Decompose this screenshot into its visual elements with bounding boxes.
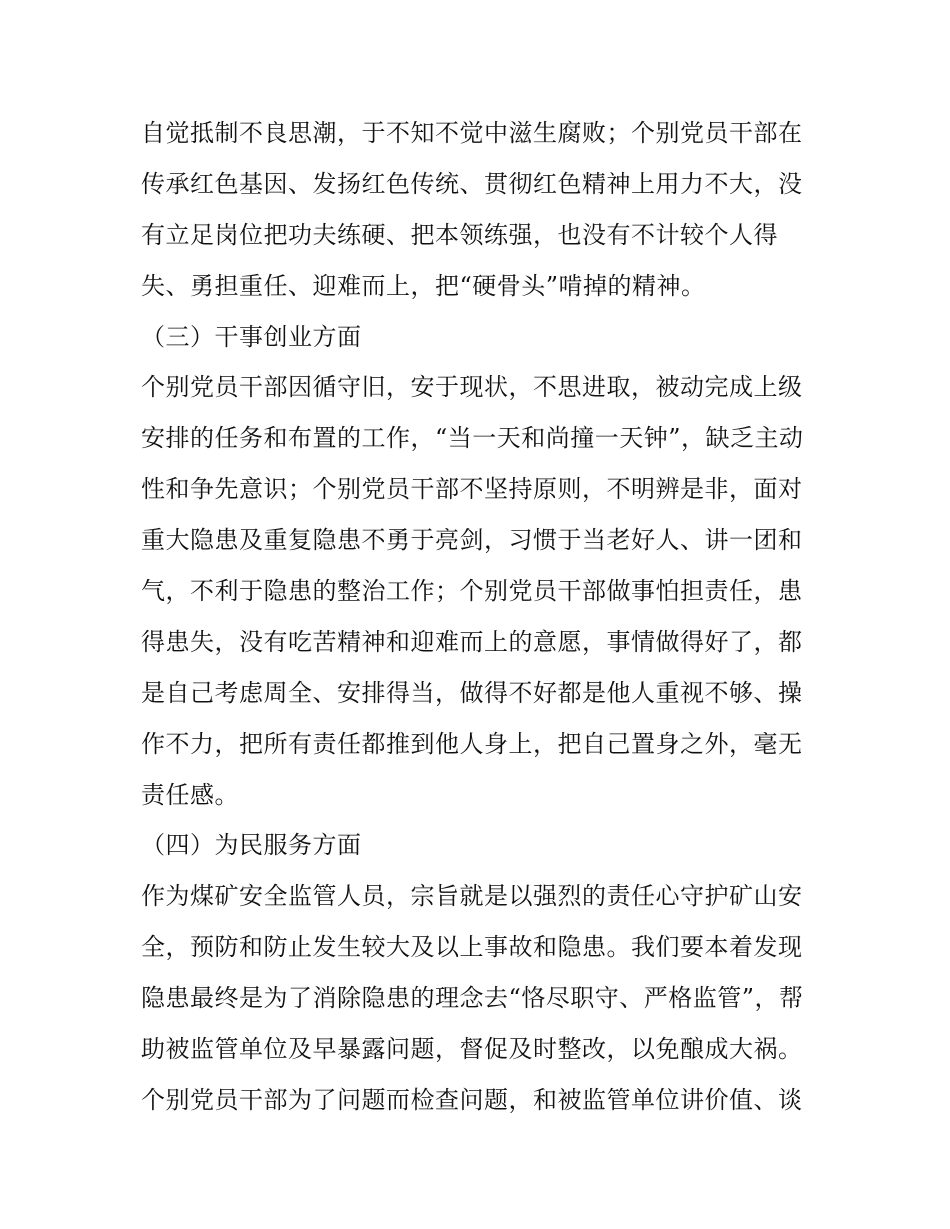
paragraph-line: 得患失，没有吃苦精神和迎难而上的意愿，事情做得好了，都 — [141, 627, 803, 656]
paragraph-line: 全，预防和防止发生较大及以上事故和隐患。我们要本着发现 — [141, 933, 803, 962]
paragraph-line: 个别党员干部因循守旧，安于现状，不思进取，被动完成上级 — [141, 373, 803, 402]
paragraph-line: 失、勇担重任、迎难而上，把“硬骨头”啃掉的精神。 — [141, 271, 706, 300]
paragraph-line: 作为煤矿安全监管人员，宗旨就是以强烈的责任心守护矿山安 — [141, 882, 803, 911]
paragraph-line: 自觉抵制不良思潮，于不知不觉中滋生腐败；个别党员干部在 — [141, 119, 803, 147]
paragraph-line: 隐患最终是为了消除隐患的理念去“恪尽职守、严格监管”，帮 — [141, 984, 804, 1013]
paragraph-line: 助被监管单位及早暴露问题，督促及时整改，以免酿成大祸。 — [141, 1035, 803, 1064]
paragraph-line: 有立足岗位把功夫练硬、把本领练强，也没有不计较个人得 — [141, 220, 778, 249]
paragraph-line: 责任感。 — [141, 780, 239, 809]
paragraph-line: 气，不利于隐患的整治工作；个别党员干部做事怕担责任，患 — [141, 577, 803, 606]
paragraph-line: 作不力，把所有责任都推到他人身上，把自己置身之外，毫无 — [141, 729, 803, 758]
paragraph-line: 性和争先意识；个别党员干部不坚持原则，不明辨是非，面对 — [141, 475, 803, 504]
paragraph-line: 传承红色基因、发扬红色传统、贯彻红色精神上用力不大，没 — [141, 169, 803, 198]
paragraph-line: 重大隐患及重复隐患不勇于亮剑，习惯于当老好人、讲一团和 — [141, 526, 803, 555]
section-heading-4: （四）为民服务方面 — [141, 831, 362, 860]
paragraph-line: 安排的任务和布置的工作，“当一天和尚撞一天钟”，缺乏主动 — [141, 424, 804, 453]
section-heading-3: （三）干事创业方面 — [141, 322, 362, 351]
paragraph-line: 个别党员干部为了问题而检查问题，和被监管单位讲价值、谈 — [141, 1085, 803, 1114]
paragraph-line: 是自己考虑周全、安排得当，做得不好都是他人重视不够、操 — [141, 678, 803, 707]
document-body — [141, 108, 821, 1126]
